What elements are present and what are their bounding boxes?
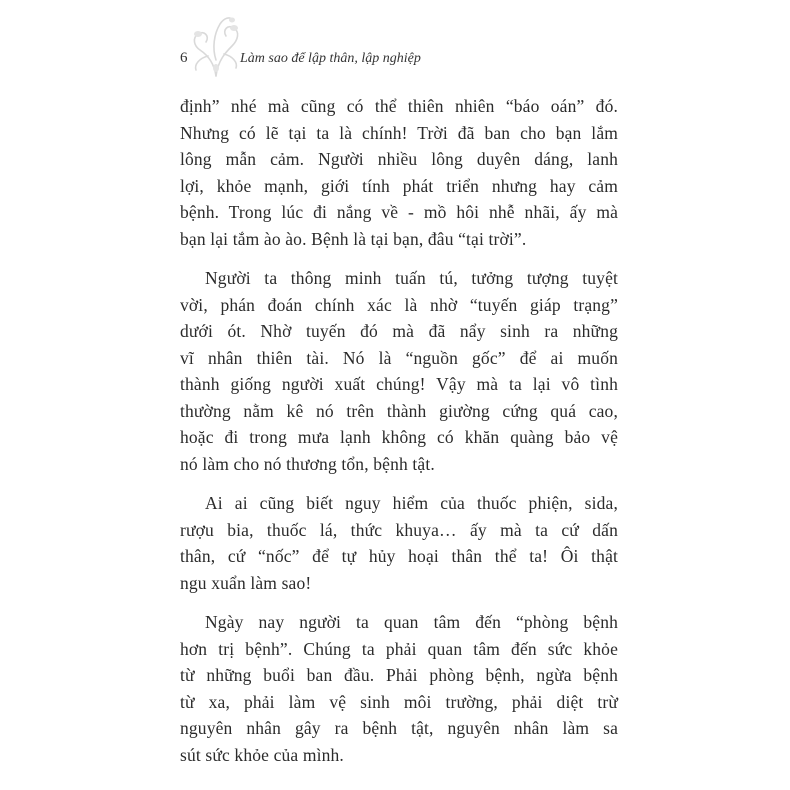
text-line: Nhưng có lẽ tại ta là chính! Trời đã ban cho bạn lắm <box>180 122 618 143</box>
text-line: vĩ nhân thiên tài. Nó là “nguồn gốc” để ai muốn <box>180 347 618 368</box>
text-line: nguyên nhân gây ra bệnh tật, nguyên nhân làm sa <box>180 718 618 738</box>
paragraph-4 <box>180 609 618 768</box>
paragraph-3 <box>180 490 618 596</box>
text-line: từ những buổi ban đầu. Phải phòng bệnh, ngừa bệnh <box>180 665 618 685</box>
paragraph-2 <box>180 265 618 477</box>
text-line: sút sức khỏe của mình. <box>180 744 344 765</box>
text-line: hơn trị bệnh”. Chúng ta phải quan tâm đến sức khỏe <box>180 638 618 659</box>
book-title: Làm sao để lập thân, lập nghiệp <box>240 51 421 66</box>
text-line: thành giống người xuất chúng! Vậy mà ta lại vô tình <box>180 374 618 394</box>
page-number: 6 <box>180 50 188 66</box>
text-line: từ xa, phải làm vệ sinh môi trường, phải diệt trừ <box>180 691 618 712</box>
text-line: ngu xuẩn làm sao! <box>180 572 312 593</box>
text-line: thân, cứ “nốc” để tự hủy hoại thân thể ta! Ôi thật <box>180 546 618 566</box>
text-line: định” nhé mà cũng có thể thiên nhiên “báo oán” đó. <box>180 96 618 116</box>
text-line: thường nằm kê nó trên thành giường cứng quá cao, <box>180 400 618 421</box>
text-line: lông mẫn cảm. Người nhiều lông duyên dáng, lanh <box>180 149 618 169</box>
paragraph-1 <box>180 93 618 252</box>
text-line: vời, phán đoán chính xác là nhờ “tuyến giáp trạng” <box>180 294 618 315</box>
text-line: Người ta thông minh tuấn tú, tưởng tượng tuyệt <box>205 268 618 288</box>
running-header <box>180 50 421 74</box>
text-line: dưới ót. Nhờ tuyến đó mà đã nẩy sinh ra những <box>180 321 618 341</box>
text-line: nó làm cho nó thương tổn, bệnh tật. <box>180 453 435 474</box>
text-line: lợi, khỏe mạnh, giới tính phát triển nhưng hay cảm <box>180 175 618 196</box>
text-line: hoặc đi trong mưa lạnh không có khăn quàng bảo vệ <box>180 427 618 447</box>
text-line: Ngày nay người ta quan tâm đến “phòng bệnh <box>205 612 618 632</box>
text-line: rượu bia, thuốc lá, thức khuya… ấy mà ta cứ dấn <box>180 519 618 540</box>
body-text <box>180 93 618 768</box>
text-line: bệnh. Trong lúc đi nắng về - mồ hôi nhễ nhãi, ấy mà <box>180 202 618 222</box>
text-line: bạn lại tắm ào ào. Bệnh là tại bạn, đâu “tại trời”. <box>180 228 527 249</box>
text-line: Ai ai cũng biết nguy hiểm của thuốc phiện, sida, <box>205 493 618 513</box>
